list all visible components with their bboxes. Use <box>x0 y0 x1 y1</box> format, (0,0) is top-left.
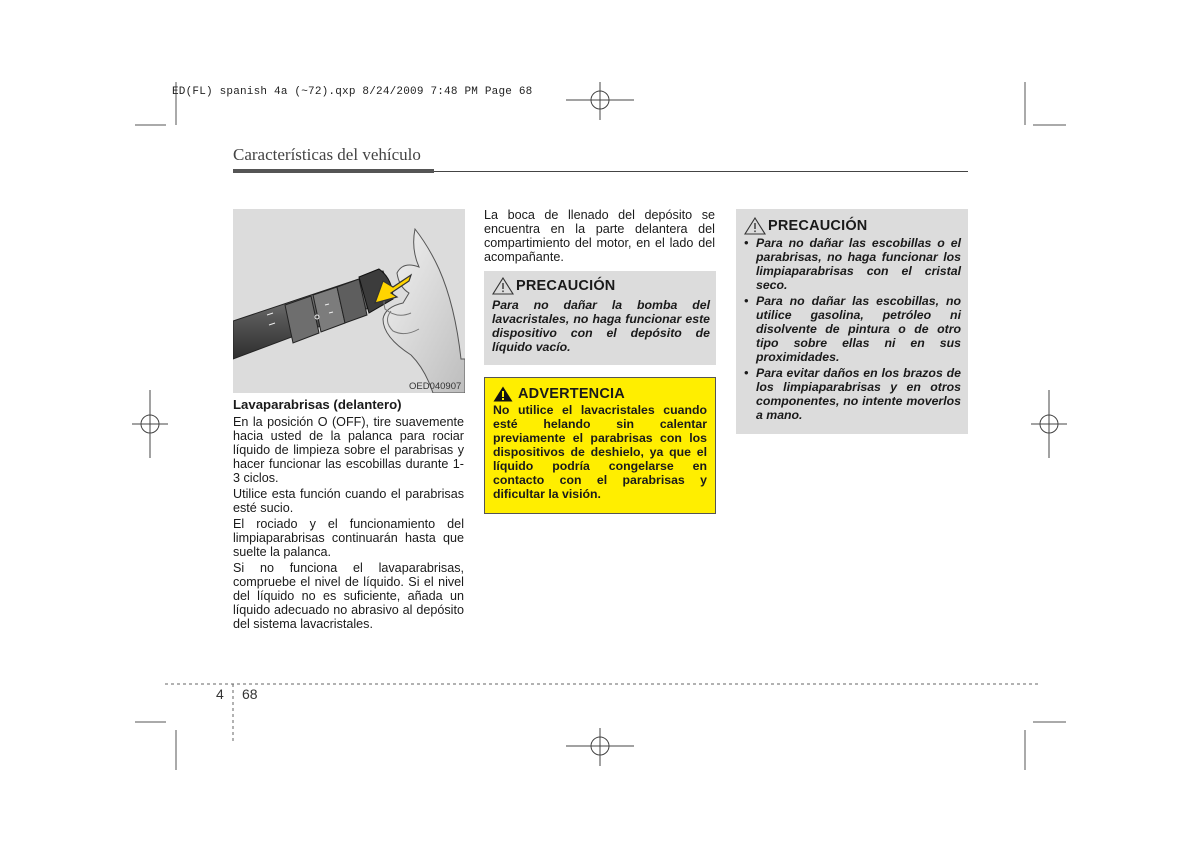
registration-mark-left <box>132 390 168 458</box>
left-column <box>233 397 464 631</box>
warning-title-text: ADVERTENCIA <box>518 386 625 402</box>
wiper-stalk-illustration <box>233 209 465 393</box>
paragraph: Si no funciona el lavaparabrisas, compruebe el nivel de líquido. Si el nivel del líquido no es suficiente, añada un líquido adecuado no abrasivo al depósito del sistema lavacristales. <box>233 561 464 631</box>
warning-triangle-icon <box>493 386 513 402</box>
paragraph: Utilice esta función cuando el parabrisas esté sucio. <box>233 487 464 515</box>
warning-title <box>493 386 707 402</box>
caution-text: Para no dañar la bomba del lavacristales, no haga funcionar este dispositivo con el depósito de líquido vacío. <box>492 298 710 354</box>
caution-title-text: PRECAUCIÓN <box>516 278 616 294</box>
registration-mark-right <box>1031 390 1067 458</box>
caution-title <box>744 217 961 235</box>
caution-triangle-icon <box>744 217 766 235</box>
paragraph: En la posición O (OFF), tire suavemente hacia usted de la palanca para rociar líquido de limpieza sobre el parabrisas y hacer funcionar las escobillas durante 1-3 ciclos. <box>233 415 464 485</box>
section-title: Características del vehículo <box>233 145 421 164</box>
figure-code: OED040907 <box>409 381 462 392</box>
print-slug: ED(FL) spanish 4a (~72).qxp 8/24/2009 7:48 PM Page 68 <box>172 86 533 98</box>
caution-bullet: • Para no dañar las escobillas, no utilice gasolina, petróleo ni disolvente de pintura o de otro tipo sobre ellas ni en sus proximidades. <box>744 294 961 364</box>
page-number: 68 <box>242 686 258 702</box>
title-rule <box>434 171 968 172</box>
section-heading: Lavaparabrisas (delantero) <box>233 397 402 412</box>
paragraph: El rociado y el funcionamiento del limpiaparabrisas continuarán hasta que suelte la palanca. <box>233 517 464 559</box>
caution-bullet: • Para evitar daños en los brazos de los limpiaparabrisas y en otros componentes, no intente moverlos a mano. <box>744 366 961 422</box>
intro-paragraph: La boca de llenado del depósito se encuentra en la parte delantera del compartimiento del motor, en el lado del acompañante. <box>484 208 715 264</box>
caution-title-text: PRECAUCIÓN <box>768 218 868 234</box>
registration-mark-bottom <box>566 728 634 766</box>
title-bar <box>233 169 434 173</box>
warning-box <box>484 377 716 514</box>
warning-text: No utilice el lavacristales cuando esté helando sin calentar previamente el parabrisas con los dispositivos de deshielo, ya que el líquido podría congelarse en contacto con el parabrisas y dificultar la visión. <box>493 403 707 501</box>
registration-mark-top <box>566 82 634 120</box>
caution-box-right <box>736 209 968 434</box>
caution-box <box>484 271 716 365</box>
chapter-number: 4 <box>216 686 224 702</box>
caution-bullet: • Para no dañar las escobillas o el parabrisas, no haga funcionar los limpiaparabrisas con el cristal seco. <box>744 236 961 292</box>
caution-triangle-icon <box>492 277 514 295</box>
caution-title <box>492 277 710 295</box>
